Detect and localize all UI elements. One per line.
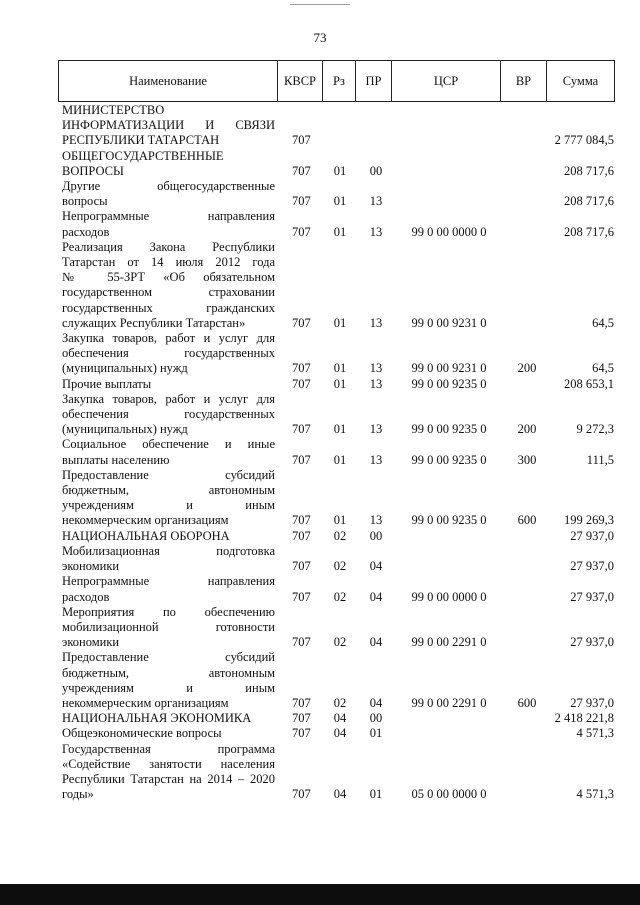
row-name bbox=[62, 468, 275, 529]
row-rz: 02 bbox=[333, 528, 347, 543]
row-name-line: учреждениям и иным bbox=[62, 498, 275, 513]
table-row bbox=[62, 377, 614, 392]
row-kvsr: 707 bbox=[292, 589, 311, 604]
row-vr: 200 bbox=[517, 361, 537, 376]
row-name-line: некоммерческим организациям bbox=[62, 695, 229, 710]
row-name-line: (муниципальных) нужд bbox=[62, 422, 188, 437]
row-kvsr: 707 bbox=[292, 528, 311, 543]
row-csr: 99 0 00 9231 0 bbox=[411, 315, 487, 330]
row-name-line: Мобилизационная подготовка bbox=[62, 543, 275, 558]
row-sum: 2 777 084,5 bbox=[554, 133, 614, 148]
row-name-line: экономики bbox=[62, 635, 120, 650]
row-name bbox=[62, 711, 275, 726]
row-rz: 01 bbox=[333, 163, 347, 178]
row-name bbox=[62, 574, 275, 604]
row-sum: 4 571,3 bbox=[576, 787, 614, 802]
row-kvsr: 707 bbox=[292, 224, 311, 239]
row-rz: 01 bbox=[333, 315, 347, 330]
row-rz: 04 bbox=[333, 787, 347, 802]
row-name-line: государственном страховании bbox=[62, 285, 275, 300]
table-row bbox=[62, 392, 614, 438]
row-name bbox=[62, 377, 275, 392]
scan-border bbox=[0, 884, 640, 905]
row-name-line: обеспечения государственных bbox=[62, 346, 275, 361]
row-name-line: ВОПРОСЫ bbox=[62, 163, 124, 178]
row-sum: 64,5 bbox=[592, 361, 614, 376]
row-csr: 05 0 00 0000 0 bbox=[411, 787, 487, 802]
row-csr: 99 0 00 9231 0 bbox=[411, 361, 487, 376]
header-name: Наименование bbox=[59, 61, 278, 101]
row-name-line: Непрограммные направления bbox=[62, 209, 275, 224]
row-sum: 208 653,1 bbox=[564, 376, 614, 391]
row-name-line: вопросы bbox=[62, 194, 108, 209]
row-rz: 01 bbox=[333, 361, 347, 376]
header-pr: ПР bbox=[356, 61, 392, 101]
row-kvsr: 707 bbox=[292, 194, 311, 209]
row-csr: 99 0 00 9235 0 bbox=[411, 513, 487, 528]
row-sum: 27 937,0 bbox=[570, 589, 614, 604]
table-row bbox=[62, 437, 614, 467]
row-csr: 99 0 00 9235 0 bbox=[411, 422, 487, 437]
row-pr: 13 bbox=[369, 376, 383, 391]
table-row bbox=[62, 103, 614, 149]
row-name-line: Прочие выплаты bbox=[62, 376, 152, 391]
table-row bbox=[62, 574, 614, 604]
row-pr: 04 bbox=[369, 695, 383, 710]
row-name-line: экономики bbox=[62, 559, 120, 574]
row-kvsr: 707 bbox=[292, 711, 311, 726]
row-sum: 111,5 bbox=[586, 452, 614, 467]
row-vr: 600 bbox=[517, 695, 537, 710]
row-kvsr: 707 bbox=[292, 452, 311, 467]
row-name-line: ОБЩЕГОСУДАРСТВЕННЫЕ bbox=[62, 148, 224, 163]
row-name-line: мобилизационной готовности bbox=[62, 619, 275, 634]
header-kvsr: КВСР bbox=[278, 61, 323, 101]
row-name-line: НАЦИОНАЛЬНАЯ ОБОРОНА bbox=[62, 528, 230, 543]
row-rz: 04 bbox=[333, 711, 347, 726]
row-name-line: Предоставление субсидий bbox=[62, 467, 275, 482]
table-row bbox=[62, 711, 614, 726]
row-pr: 13 bbox=[369, 452, 383, 467]
row-rz: 02 bbox=[333, 559, 347, 574]
table-row bbox=[62, 331, 614, 377]
row-csr: 99 0 00 0000 0 bbox=[411, 224, 487, 239]
table-header bbox=[58, 60, 615, 102]
row-rz: 02 bbox=[333, 635, 347, 650]
row-rz: 02 bbox=[333, 589, 347, 604]
row-name bbox=[62, 742, 275, 803]
row-vr: 600 bbox=[517, 513, 537, 528]
row-kvsr: 707 bbox=[292, 315, 311, 330]
row-csr: 99 0 00 9235 0 bbox=[411, 452, 487, 467]
row-name-line: учреждениям и иным bbox=[62, 680, 275, 695]
row-csr: 99 0 00 2291 0 bbox=[411, 695, 487, 710]
row-rz: 01 bbox=[333, 452, 347, 467]
row-name-line: РЕСПУБЛИКИ ТАТАРСТАН bbox=[62, 133, 220, 148]
row-name-line: № 55-ЗРТ «Об обязательном bbox=[62, 270, 275, 285]
row-pr: 13 bbox=[369, 513, 383, 528]
row-name-line: Республики Татарстан на 2014 – 2020 bbox=[62, 771, 275, 786]
row-kvsr: 707 bbox=[292, 133, 311, 148]
row-name-line: Предоставление субсидий bbox=[62, 650, 275, 665]
row-name-line: «Содействие занятости населения bbox=[62, 756, 275, 771]
header-sum: Сумма bbox=[562, 73, 599, 88]
row-vr: 200 bbox=[517, 422, 537, 437]
row-rz: 01 bbox=[333, 513, 347, 528]
row-name-line: Другие общегосударственные bbox=[62, 179, 275, 194]
row-csr: 99 0 00 2291 0 bbox=[411, 635, 487, 650]
row-pr: 04 bbox=[369, 559, 383, 574]
row-rz: 04 bbox=[333, 726, 347, 741]
row-name-line: Мероприятия по обеспечению bbox=[62, 604, 275, 619]
row-name bbox=[62, 392, 275, 438]
row-rz: 02 bbox=[333, 695, 347, 710]
row-name-line: Государственная программа bbox=[62, 741, 275, 756]
row-name-line: Закупка товаров, работ и услуг для bbox=[62, 391, 275, 406]
row-name bbox=[62, 209, 275, 239]
row-name bbox=[62, 650, 275, 711]
row-name-line: Социальное обеспечение и иные bbox=[62, 437, 275, 452]
row-name-line: служащих Республики Татарстан» bbox=[62, 315, 246, 330]
row-pr: 00 bbox=[369, 528, 383, 543]
row-name-line: расходов bbox=[62, 224, 110, 239]
row-name bbox=[62, 179, 275, 209]
row-pr: 01 bbox=[369, 787, 383, 802]
row-name-line: Непрограммные направления bbox=[62, 574, 275, 589]
row-kvsr: 707 bbox=[292, 559, 311, 574]
row-kvsr: 707 bbox=[292, 787, 311, 802]
table-row bbox=[62, 650, 614, 711]
row-vr: 300 bbox=[517, 452, 537, 467]
row-kvsr: 707 bbox=[292, 695, 311, 710]
row-csr: 99 0 00 0000 0 bbox=[411, 589, 487, 604]
row-name-line: (муниципальных) нужд bbox=[62, 361, 188, 376]
header-rz: Рз bbox=[323, 61, 356, 101]
row-sum: 64,5 bbox=[592, 315, 614, 330]
row-pr: 13 bbox=[369, 224, 383, 239]
row-name-line: государственных гражданских bbox=[62, 300, 275, 315]
row-sum: 208 717,6 bbox=[564, 163, 614, 178]
table-body bbox=[62, 103, 614, 802]
row-kvsr: 707 bbox=[292, 376, 311, 391]
row-rz: 01 bbox=[333, 376, 347, 391]
row-rz: 01 bbox=[333, 194, 347, 209]
row-name-line: обеспечения государственных bbox=[62, 407, 275, 422]
row-name bbox=[62, 726, 275, 741]
row-name-line: бюджетным, автономным bbox=[62, 483, 275, 498]
row-name-line: НАЦИОНАЛЬНАЯ ЭКОНОМИКА bbox=[62, 711, 252, 726]
row-name-line: МИНИСТЕРСТВО bbox=[62, 103, 165, 117]
row-kvsr: 707 bbox=[292, 635, 311, 650]
row-pr: 04 bbox=[369, 635, 383, 650]
row-name bbox=[62, 149, 275, 179]
row-kvsr: 707 bbox=[292, 422, 311, 437]
row-sum: 27 937,0 bbox=[570, 635, 614, 650]
row-kvsr: 707 bbox=[292, 513, 311, 528]
row-kvsr: 707 bbox=[292, 361, 311, 376]
row-sum: 208 717,6 bbox=[564, 194, 614, 209]
row-name bbox=[62, 240, 275, 331]
row-name-line: бюджетным, автономным bbox=[62, 665, 275, 680]
row-kvsr: 707 bbox=[292, 726, 311, 741]
row-name bbox=[62, 605, 275, 651]
row-name-line: ИНФОРМАТИЗАЦИИ И СВЯЗИ bbox=[62, 118, 275, 133]
row-sum: 2 418 221,8 bbox=[554, 711, 614, 726]
row-pr: 13 bbox=[369, 422, 383, 437]
row-pr: 13 bbox=[369, 194, 383, 209]
table-row bbox=[62, 544, 614, 574]
row-name bbox=[62, 103, 275, 149]
header-csr: ЦСР bbox=[392, 61, 501, 101]
row-sum: 27 937,0 bbox=[570, 695, 614, 710]
table-row bbox=[62, 240, 614, 331]
table-row bbox=[62, 149, 614, 179]
row-pr: 01 bbox=[369, 726, 383, 741]
row-sum: 27 937,0 bbox=[570, 528, 614, 543]
row-name bbox=[62, 544, 275, 574]
row-name-line: Реализация Закона Республики bbox=[62, 239, 275, 254]
row-sum: 208 717,6 bbox=[564, 224, 614, 239]
row-name-line: расходов bbox=[62, 589, 110, 604]
row-name-line: выплаты населению bbox=[62, 452, 170, 467]
row-name-line: некоммерческим организациям bbox=[62, 513, 229, 528]
table-row bbox=[62, 529, 614, 544]
header-vr: ВР bbox=[501, 61, 547, 101]
row-name bbox=[62, 529, 275, 544]
row-rz: 01 bbox=[333, 422, 347, 437]
table-row bbox=[62, 179, 614, 209]
row-rz: 01 bbox=[333, 224, 347, 239]
page-number: 73 bbox=[313, 30, 327, 45]
row-name-line: Общеэкономические вопросы bbox=[62, 726, 222, 741]
table-row bbox=[62, 468, 614, 529]
row-sum: 4 571,3 bbox=[576, 726, 614, 741]
row-sum: 199 269,3 bbox=[564, 513, 614, 528]
row-pr: 04 bbox=[369, 589, 383, 604]
row-name bbox=[62, 331, 275, 377]
table-row bbox=[62, 742, 614, 803]
row-sum: 9 272,3 bbox=[576, 422, 614, 437]
table-row bbox=[62, 605, 614, 651]
row-sum: 27 937,0 bbox=[570, 559, 614, 574]
row-name-line: Татарстан от 14 июля 2012 года bbox=[62, 255, 275, 270]
row-name-line: Закупка товаров, работ и услуг для bbox=[62, 331, 275, 346]
row-name bbox=[62, 437, 275, 467]
row-csr: 99 0 00 9235 0 bbox=[411, 376, 487, 391]
row-pr: 00 bbox=[369, 711, 383, 726]
row-kvsr: 707 bbox=[292, 163, 311, 178]
table-row bbox=[62, 209, 614, 239]
scan-mark bbox=[290, 4, 350, 5]
table-row bbox=[62, 726, 614, 741]
row-name-line: годы» bbox=[62, 787, 94, 802]
row-pr: 13 bbox=[369, 361, 383, 376]
row-pr: 13 bbox=[369, 315, 383, 330]
row-pr: 00 bbox=[369, 163, 383, 178]
